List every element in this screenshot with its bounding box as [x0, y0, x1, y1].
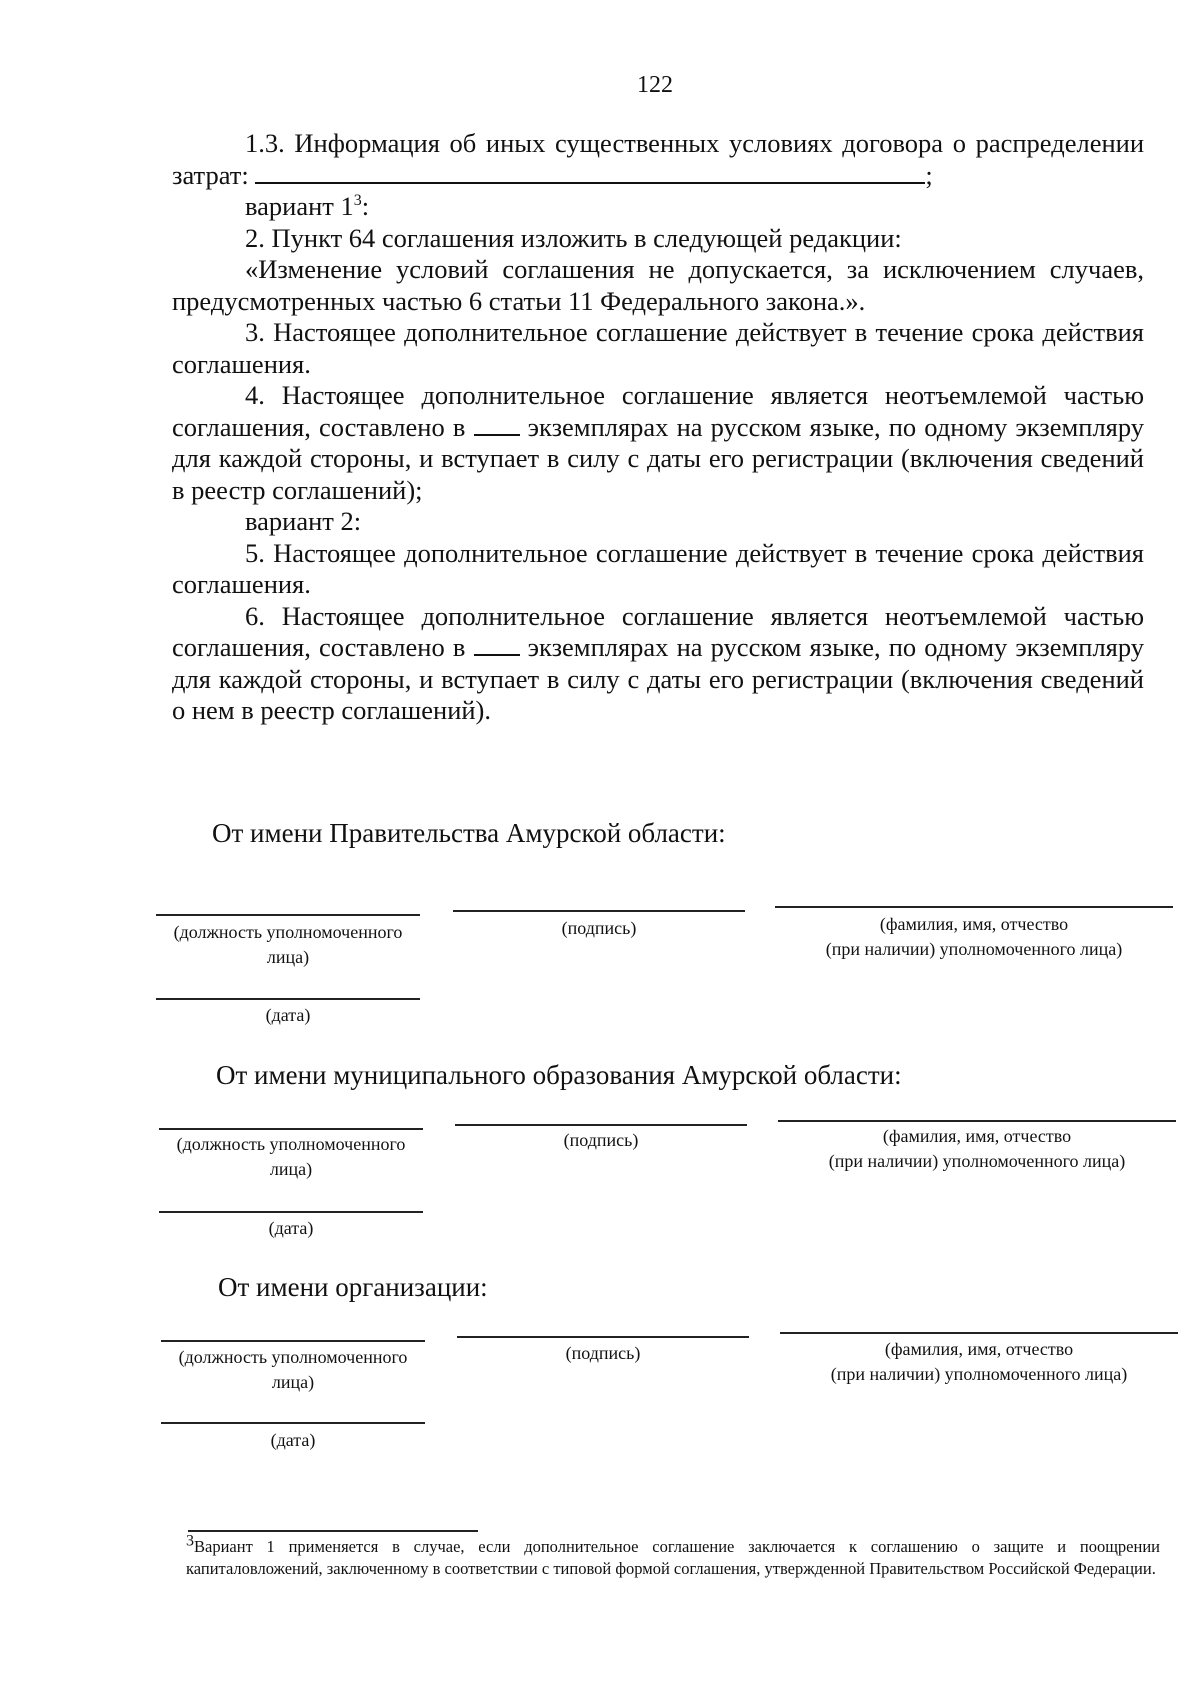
- signature-heading-municipality: От имени муниципального образования Амурской области:: [216, 1060, 902, 1090]
- paragraph-4: [172, 380, 1144, 506]
- position-caption: (должность уполномоченного лица): [173, 922, 403, 967]
- signature-line: [455, 1124, 747, 1126]
- position-caption: (должность уполномоченного лица): [178, 1347, 408, 1392]
- paragraph-1-3-end: ;: [925, 159, 933, 190]
- position-line: [156, 914, 420, 916]
- copies-count-blank: [474, 653, 520, 656]
- name-caption-line-2: (при наличии) уполномоченного лица): [830, 1364, 1128, 1384]
- name-caption: [775, 912, 1173, 962]
- variant-1-label: [172, 191, 1144, 223]
- date-line: [156, 998, 420, 1000]
- paragraph-3: 3. Настоящее дополнительное соглашение действует в течение срока действия соглашения.: [172, 317, 1144, 379]
- signature-caption: (подпись): [561, 918, 637, 938]
- name-line: [775, 906, 1173, 908]
- name-caption: [780, 1337, 1178, 1387]
- paragraph-2: 2. Пункт 64 соглашения изложить в следующей редакции:: [245, 222, 902, 253]
- paragraph-1-3-text: 1.3. Информация об иных существенных условиях договора о распределении затрат:: [172, 128, 1144, 190]
- date-caption: (дата): [270, 1430, 316, 1450]
- variant-2-label: вариант 2:: [245, 506, 362, 536]
- variant-1-colon: :: [361, 191, 370, 221]
- signature-heading-organization: От имени организации:: [218, 1272, 488, 1302]
- name-caption-line-1: (фамилия, имя, отчество: [884, 1339, 1074, 1359]
- footnote-text: Вариант 1 применяется в случае, если дополнительное соглашение заключается к соглашению о защите и поощрении капиталовложений, заключенному в соответствии с типовой формой соглашения, утвержденной Правительством Российской Федерации.: [186, 1537, 1160, 1578]
- copies-count-blank: [474, 433, 520, 436]
- signature-heading-government: От имени Правительства Амурской области:: [212, 818, 726, 848]
- footnote-separator: [188, 1530, 478, 1532]
- document-body: [172, 128, 1144, 727]
- name-caption-line-1: (фамилия, имя, отчество: [882, 1126, 1072, 1146]
- name-caption-line-2: (при наличии) уполномоченного лица): [825, 939, 1123, 959]
- paragraph-1-3: [172, 128, 1144, 191]
- name-line: [780, 1332, 1178, 1334]
- date-caption: (дата): [268, 1218, 314, 1238]
- position-line: [161, 1340, 425, 1342]
- name-caption-line-2: (при наличии) уполномоченного лица): [828, 1151, 1126, 1171]
- position-caption: (должность уполномоченного лица): [176, 1134, 406, 1179]
- paragraph-6-text-a: 6. Настоящее дополнительное соглашение является неотъемлемой частью соглашения, составлено в: [172, 600, 1144, 662]
- variant-1-text: вариант 1: [245, 191, 354, 221]
- paragraph-2-quote: «Изменение условий соглашения не допускается, за исключением случаев, предусмотренных частью 6 статьи 11 Федерального закона.».: [172, 254, 1144, 316]
- footnote-marker: 3: [186, 1532, 194, 1550]
- signature-caption: (подпись): [563, 1130, 639, 1150]
- name-caption-line-1: (фамилия, имя, отчество: [879, 914, 1069, 934]
- signature-line: [457, 1336, 749, 1338]
- paragraph-6-text-b: экземплярах на русском языке, по одному экземпляру для каждой стороны, и вступает в силу с даты его регистрации (включения сведений о нем в реестр соглашений).: [172, 632, 1145, 725]
- page-number: 122: [637, 72, 673, 98]
- signature-caption: (подпись): [565, 1343, 641, 1363]
- footnote-ref-3: 3: [353, 192, 362, 210]
- footnote-3: [186, 1532, 1160, 1580]
- paragraph-4-text-a: 4. Настоящее дополнительное соглашение является неотъемлемой частью соглашения, составлено в: [172, 380, 1144, 442]
- name-caption: [778, 1124, 1176, 1174]
- date-caption: (дата): [265, 1005, 311, 1025]
- paragraph-5: 5. Настоящее дополнительное соглашение действует в течение срока действия соглашения.: [172, 537, 1144, 599]
- name-line: [778, 1120, 1176, 1122]
- distribution-costs-blank: [255, 181, 925, 184]
- signature-line: [453, 910, 745, 912]
- date-line: [161, 1422, 425, 1424]
- date-line: [159, 1211, 423, 1213]
- paragraph-4-text-b: экземплярах на русском языке, по одному экземпляру для каждой стороны, и вступает в силу с даты его регистрации (включения сведений в реестр соглашений);: [172, 411, 1145, 505]
- paragraph-6: [172, 601, 1144, 727]
- position-line: [159, 1128, 423, 1130]
